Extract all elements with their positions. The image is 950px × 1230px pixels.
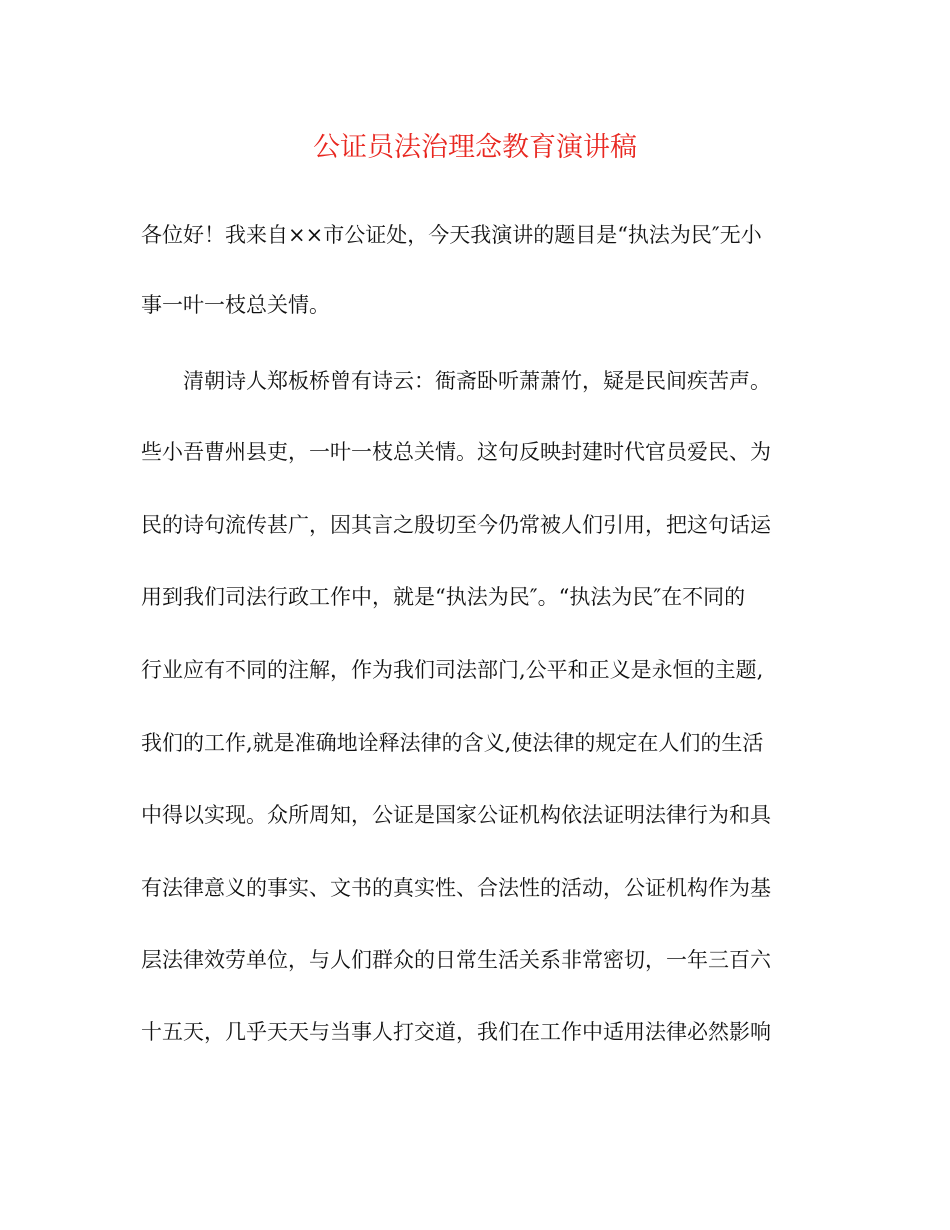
paragraph-line: 用到我们司法行政工作中，就是“执法为民″。“执法为民″在不同的 bbox=[141, 585, 746, 609]
paragraph-line: 各位好！我来自××市公证处，今天我演讲的题目是“执法为民″无小 bbox=[141, 223, 762, 247]
paragraph-line: 有法律意义的事实、文书的真实性、合法性的活动，公证机构作为基 bbox=[141, 876, 771, 900]
paragraph-line: 层法律效劳单位，与人们群众的日常生活关系非常密切，一年三百六 bbox=[141, 948, 771, 972]
document-title: 公证员法治理念教育演讲稿 bbox=[313, 132, 637, 163]
paragraph-line: 些小吾曹州县吏，一叶一枝总关情。这句反映封建时代官员爱民、为 bbox=[141, 440, 771, 464]
paragraph-line: 行业应有不同的注解，作为我们司法部门,公平和正义是永恒的主题, bbox=[141, 658, 764, 682]
paragraph-line: 民的诗句流传甚广，因其言之殷切至今仍常被人们引用，把这句话运 bbox=[141, 513, 771, 537]
paragraph-line: 十五天，几乎天天与当事人打交道，我们在工作中适用法律必然影响 bbox=[141, 1020, 771, 1044]
paragraph-line: 清朝诗人郑板桥曾有诗云：衙斋卧听萧萧竹，疑是民间疾苦声。 bbox=[183, 369, 771, 393]
paragraph-line: 事一叶一枝总关情。 bbox=[141, 293, 330, 317]
paragraph-line: 我们的工作,就是准确地诠释法律的含义,使法律的规定在人们的生活 bbox=[141, 731, 764, 755]
paragraph-line: 中得以实现。众所周知，公证是国家公证机构依法证明法律行为和具 bbox=[141, 803, 771, 827]
